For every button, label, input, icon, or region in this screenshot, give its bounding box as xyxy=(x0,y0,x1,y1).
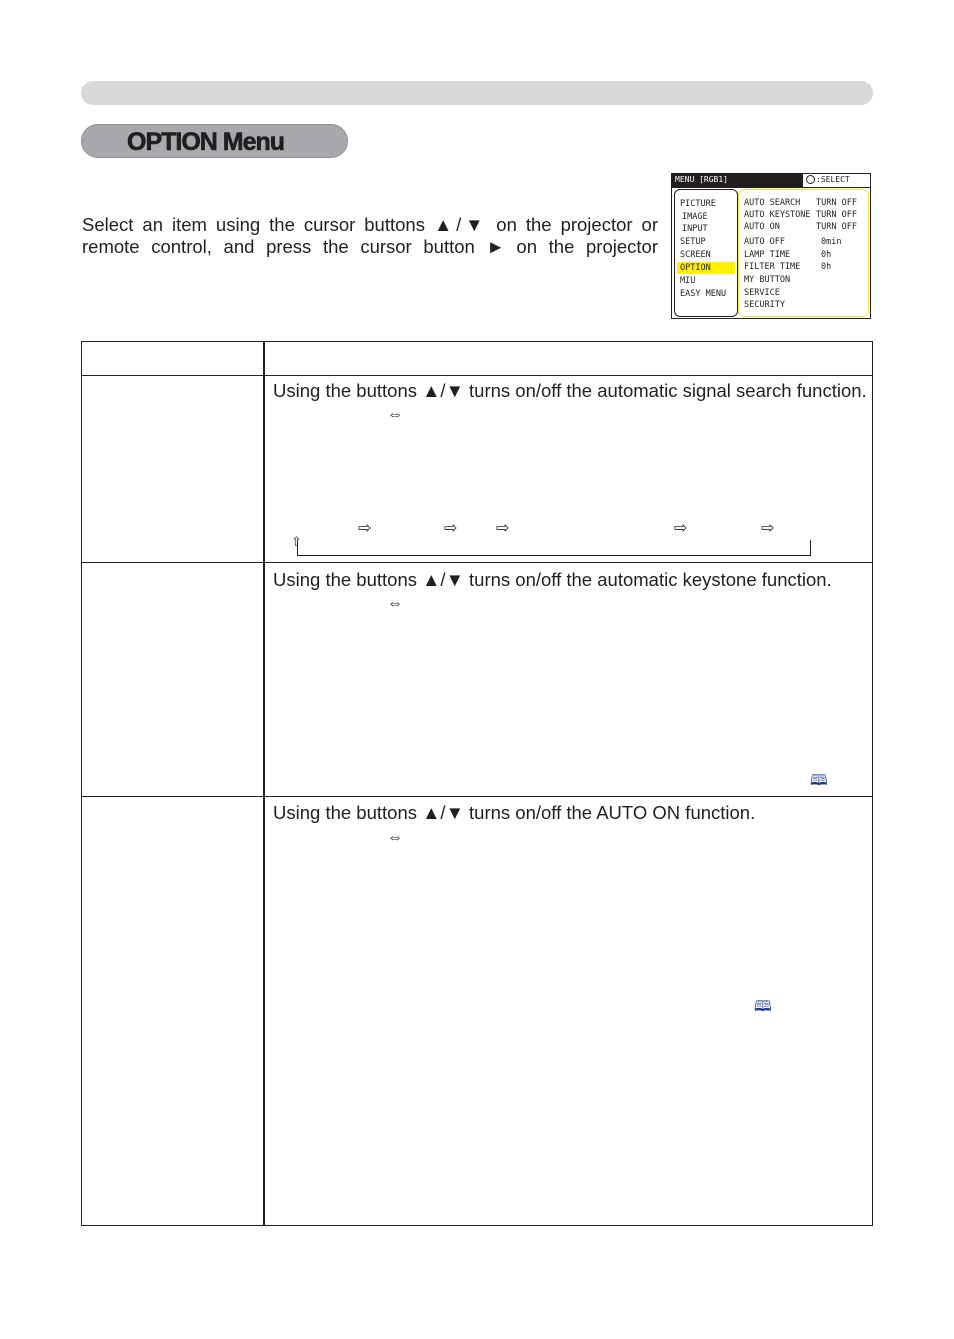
osd-item-miu: MIU xyxy=(680,276,696,286)
osd-item-setup: SETUP xyxy=(680,237,706,247)
double-arrow-icon: ⇔ xyxy=(387,595,403,612)
header-bar xyxy=(81,81,873,105)
intro-text xyxy=(82,214,658,258)
osd-auto-on-value: TURN OFF xyxy=(816,222,857,232)
right-arrow-icon: ⇨ xyxy=(444,520,458,537)
osd-lamp-time-value: 0h xyxy=(821,250,832,260)
right-arrow-icon: ⇨ xyxy=(358,520,372,537)
double-arrow-icon: ⇔ xyxy=(387,406,403,423)
auto-keystone-description: Using the buttons ▲/▼ turns on/off the automatic keystone function. xyxy=(273,569,832,590)
osd-title: MENU [RGB1] xyxy=(675,175,728,184)
up-arrow-icon: ⇧ xyxy=(291,534,302,549)
intro-line-1: Select an item using the cursor buttons ▲/▼ on the projector or xyxy=(82,214,658,235)
osd-auto-search-value: TURN OFF xyxy=(816,198,857,208)
osd-menu-screenshot xyxy=(671,173,871,319)
section-title-pill xyxy=(81,124,348,158)
book-icon: 🕮 xyxy=(754,998,772,1015)
osd-item-option: OPTION xyxy=(677,262,735,274)
table-header-divider xyxy=(81,375,873,376)
osd-my-button-label: MY BUTTON xyxy=(744,275,791,285)
osd-header xyxy=(672,174,870,188)
loop-back-arrow xyxy=(297,540,811,556)
osd-filter-time-value: 0h xyxy=(821,262,832,272)
osd-filter-time-label: FILTER TIME xyxy=(744,262,801,272)
intro-line-2: remote control, and press the cursor button ► on the projector xyxy=(82,236,658,257)
osd-item-easy-menu: EASY MENU xyxy=(680,289,727,299)
osd-select-label: :SELECT xyxy=(816,175,850,184)
osd-auto-search-label: AUTO SEARCH xyxy=(744,198,801,208)
osd-auto-keystone-label: AUTO KEYSTONE xyxy=(744,210,811,220)
osd-option-list xyxy=(738,189,869,317)
table-column-divider xyxy=(263,341,265,1226)
option-table xyxy=(81,341,873,1226)
osd-auto-off-value: 0min xyxy=(821,237,842,247)
osd-auto-off-label: AUTO OFF xyxy=(744,237,785,247)
osd-auto-on-label: AUTO ON xyxy=(744,222,780,232)
auto-search-description: Using the buttons ▲/▼ turns on/off the automatic signal search function. xyxy=(273,380,867,401)
osd-item-input: INPUT xyxy=(682,224,708,234)
cursor-pad-icon xyxy=(806,175,815,184)
book-icon: 🕮 xyxy=(810,772,828,789)
right-arrow-icon: ⇨ xyxy=(761,520,775,537)
osd-lamp-time-label: LAMP TIME xyxy=(744,250,791,260)
osd-service-label: SERVICE xyxy=(744,288,780,298)
right-arrow-icon: ⇨ xyxy=(674,520,688,537)
osd-select-hint xyxy=(806,175,850,184)
osd-item-picture: PICTURE xyxy=(680,199,716,209)
osd-menu-list xyxy=(674,189,738,317)
double-arrow-icon: ⇔ xyxy=(387,829,403,846)
page-title: OPTION Menu xyxy=(127,128,285,156)
table-row-divider xyxy=(81,562,873,563)
osd-auto-keystone-value: TURN OFF xyxy=(816,210,857,220)
osd-item-screen: SCREEN xyxy=(680,250,711,260)
auto-on-description: Using the buttons ▲/▼ turns on/off the AUTO ON function. xyxy=(273,802,756,823)
osd-security-label: SECURITY xyxy=(744,300,785,310)
right-arrow-icon: ⇨ xyxy=(496,520,510,537)
osd-item-image: IMAGE xyxy=(682,212,708,222)
table-row-divider xyxy=(81,796,873,797)
